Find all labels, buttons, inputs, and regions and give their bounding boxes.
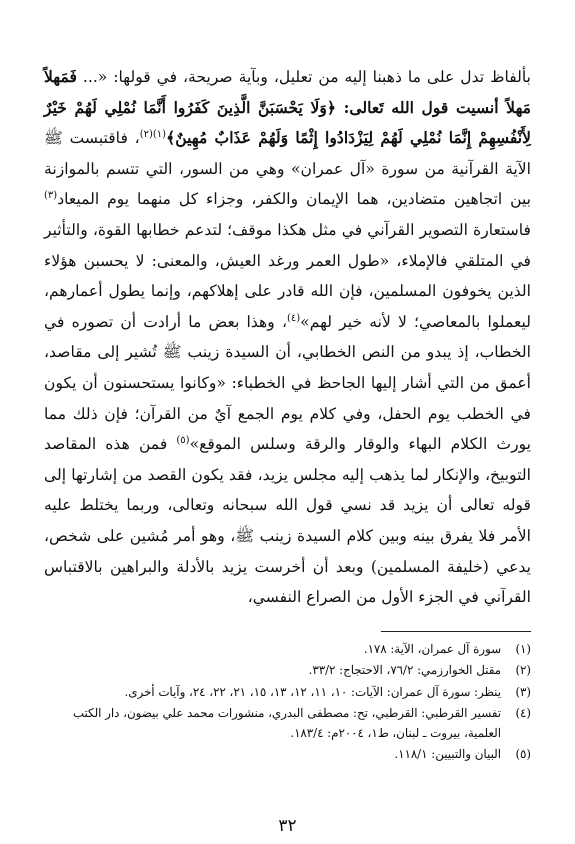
footnote-number: (٢) [515, 663, 531, 678]
main-paragraph [44, 62, 531, 613]
footnote-text: البيان والتبيين: ١١٨/١. [394, 747, 501, 762]
footnote-text: سورة آل عمران، الآية: ١٧٨. [363, 641, 501, 656]
footnote-item [44, 683, 531, 703]
footnote-item [44, 640, 531, 660]
book-page [44, 62, 531, 814]
footnote-marker-5: (٥) [176, 434, 190, 446]
footnote-marker-4: (٤) [286, 312, 301, 324]
paragraph-text-part: فمن هذه المقاصد التوبيخ، والإنكار لما يذهب إليه مجلس يزيد، فقد يكون القصد من إشارتها إلى قوله تعالى أن يزيد قد نسي قول الله سبحانه وتعالى، وربما يختلط عليه الأمر فلا يفرق بينه وبين كلام السيدة زينب ﷺ، وهو أمر مُشين على شخص، يدعي (خليفة المسلمين) وبعد أن أخرست يزيد بالأدلة والبراهين بالاقتباس القرآني في الجزء الأول من الصراع النفسي، [44, 435, 531, 607]
paragraph-intro: بألفاظ تدل على ما ذهبنا إليه من تعليل، وبآية صريحة، في قولها: «... [82, 68, 531, 86]
footnote-number: (٣) [515, 684, 531, 699]
footnote-text: تفسير القرطبي: القرطبي، تح: مصطفى البدري، منشورات محمد علي بيضون، دار الكتب العلمية، بيروت ـ لبنان، ط١، ٢٠٠٤م: ١٨٣/٤. [72, 706, 501, 740]
footnote-item [44, 704, 531, 743]
footnote-number: (٥) [515, 747, 531, 762]
paragraph-text-part: ، وهذا بعض ما أرادت أن تصوره في الخطاب، إذ يبدو من النص الخطابي، أن السيدة زينب ﷺ تُشير إلى مقاصد، أعمق من التي أشار إليها الجاحظ في الخطباء: «وكانوا يستحسنون أن يكون في الخطب يوم الحفل، وفي كلام يوم الجمع آيٌ من القرآن؛ فإن ذلك مما يورث الكلام البهاء والوقار والرقة وسلس الموقع» [44, 312, 531, 454]
footnote-text: مقتل الخوارزمي: ٧٦/٢، الاحتجاج: ٣٣/٢. [308, 663, 501, 678]
paragraph-text-part: فاستعارة التصوير القرآني في مثل هكذا موقف؛ لتدعم خطابها القوة، والتأثير في المتلقي فالإملاء، «طول العمر ورغد العيش، والمعنى: لا يحسبن هؤلاء الذين يخوفون المسلمين، فإن الله قادر على إهلاكهم، وإنما يطول أعمارهم، ليعملوا بالمعاصي؛ لا لأنه خير لهم» [44, 220, 532, 331]
footnote-separator [381, 631, 531, 632]
footnote-marker-3: (٣) [44, 190, 58, 202]
footnotes-list [44, 640, 531, 765]
paragraph-text-part: ، فاقتبست ﷺ الآية القرآنية من سورة «آل عمران» وهي من السور، التي تتسم بالموازنة بين اتجاهين متضادين، هما الإيمان والكفر، وجزاء كل منهما يوم الميعاد [44, 129, 531, 209]
page-number: ٣٢ [278, 816, 297, 836]
footnote-number: (١) [515, 641, 531, 656]
footnote-text: ينظر: سورة آل عمران: الآيات: ١٠، ١١، ١٢، ١٣، ١٥، ٢١، ٢٢، ٢٤، وآيات أخرى. [124, 684, 501, 699]
footnote-marker-1-2: (١)(٢) [139, 129, 167, 140]
footnote-item [44, 661, 531, 681]
footnote-item [44, 745, 531, 765]
footnote-number: (٤) [515, 706, 531, 721]
quranic-quote: فَمَهلاً مَهلاً أنسيت قول الله تَعالى: ﴿وَلَا يَحْسَبَنَّ الَّذِينَ كَفَرُوا أَنَّمَا نُمْلِي لَهُمْ خَيْرٌ لِأَنْفُسِهِمْ إِنَّمَا نُمْلِي لَهُمْ لِيَزْدَادُوا إِثْمًا وَلَهُمْ عَذَابٌ مُهِينٌ﴾ [44, 67, 531, 148]
